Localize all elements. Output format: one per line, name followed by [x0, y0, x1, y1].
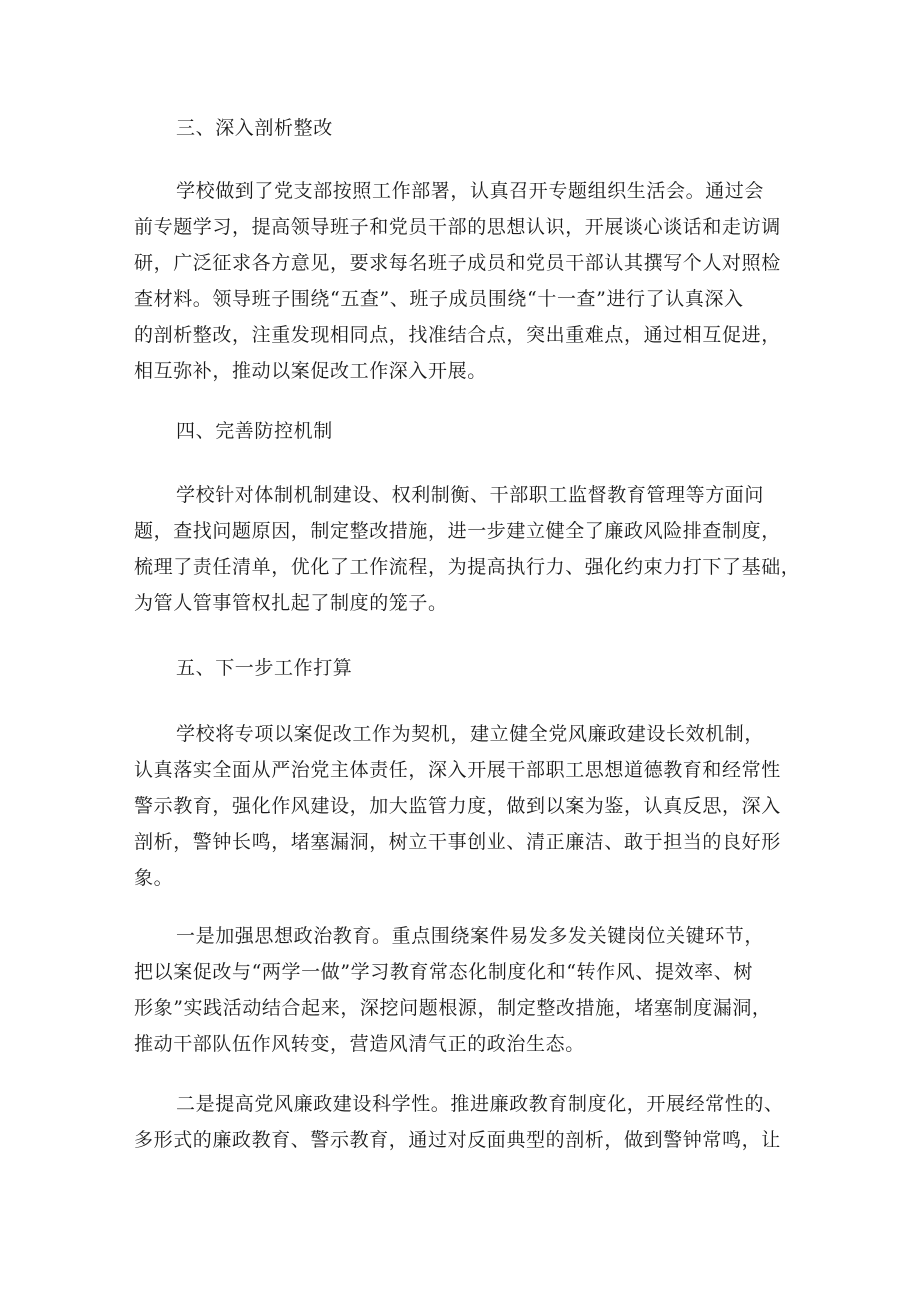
- paragraph-line: 梳理了责任清单，优化了工作流程，为提高执行力、强化约束力打下了基础，: [134, 556, 801, 578]
- paragraph-line: 形象”实践活动结合起来，深挖问题根源，制定整改措施，堵塞制度漏洞，: [134, 997, 772, 1019]
- paragraph-line: 前专题学习，提高领导班子和党员干部的思想认识，开展谈心谈话和走访调: [134, 216, 781, 238]
- section-heading-4: [134, 413, 794, 449]
- paragraph-line: 二是提高党风廉政建设科学性。推进廉政教育制度化，开展经常性的、: [176, 1093, 784, 1115]
- paragraph-line: 剖析，警钟长鸣，堵塞漏洞，树立干事创业、清正廉洁、敢于担当的良好形: [134, 831, 781, 853]
- paragraph-line: 多形式的廉政教育、警示教育，通过对反面典型的剖析，做到警钟常鸣，让: [134, 1129, 781, 1151]
- paragraph-line: 学校针对体制机制建设、权利制衡、干部职工监督教育管理等方面问: [176, 484, 765, 506]
- paragraph-line: 学校将专项以案促改工作为契机，建立健全党风廉政建设长效机制，: [176, 723, 765, 745]
- section-paragraph-3: [134, 173, 794, 389]
- paragraph-line: 为管人管事管权扎起了制度的笼子。: [134, 592, 448, 614]
- heading-text: 五、下一步工作打算: [176, 657, 353, 679]
- section-heading-5: [134, 650, 794, 686]
- paragraph-line: 的剖析整改，注重发现相同点，找准结合点，突出重难点，通过相互促进，: [134, 324, 781, 346]
- heading-text: 三、深入剖析整改: [176, 117, 333, 139]
- paragraph-line: 警示教育，强化作风建设，加大监管力度，做到以案为鉴，认真反思，深入: [134, 795, 781, 817]
- paragraph-line: 把以案促改与“两学一做”学习教育常态化制度化和“转作风、提效率、树: [134, 961, 753, 983]
- paragraph-line: 题，查找问题原因，制定整改措施，进一步建立健全了廉政风险排查制度，: [134, 520, 781, 542]
- paragraph-line: 一是加强思想政治教育。重点围绕案件易发多发关键岗位关键环节，: [176, 925, 765, 947]
- section-paragraph-5: [134, 716, 794, 896]
- paragraph-line: 推动干部队伍作风转变，营造风清气正的政治生态。: [134, 1033, 585, 1055]
- paragraph-line: 认真落实全面从严治党主体责任，深入开展干部职工思想道德教育和经常性: [134, 759, 781, 781]
- paragraph-line: 相互弥补，推动以案促改工作深入开展。: [134, 360, 487, 382]
- item-paragraph-2: [134, 1086, 794, 1158]
- paragraph-line: 象。: [134, 867, 174, 889]
- paragraph-line: 学校做到了党支部按照工作部署，认真召开专题组织生活会。通过会: [176, 180, 765, 202]
- section-paragraph-4: [134, 477, 801, 621]
- heading-text: 四、完善防控机制: [176, 420, 333, 442]
- paragraph-line: 研，广泛征求各方意见，要求每名班子成员和党员干部认其撰写个人对照检: [134, 252, 781, 274]
- paragraph-line: 查材料。领导班子围绕“五查”、班子成员围绕“十一查”进行了认真深入: [134, 288, 744, 310]
- section-heading-3: [134, 110, 794, 146]
- item-paragraph-1: [134, 918, 794, 1062]
